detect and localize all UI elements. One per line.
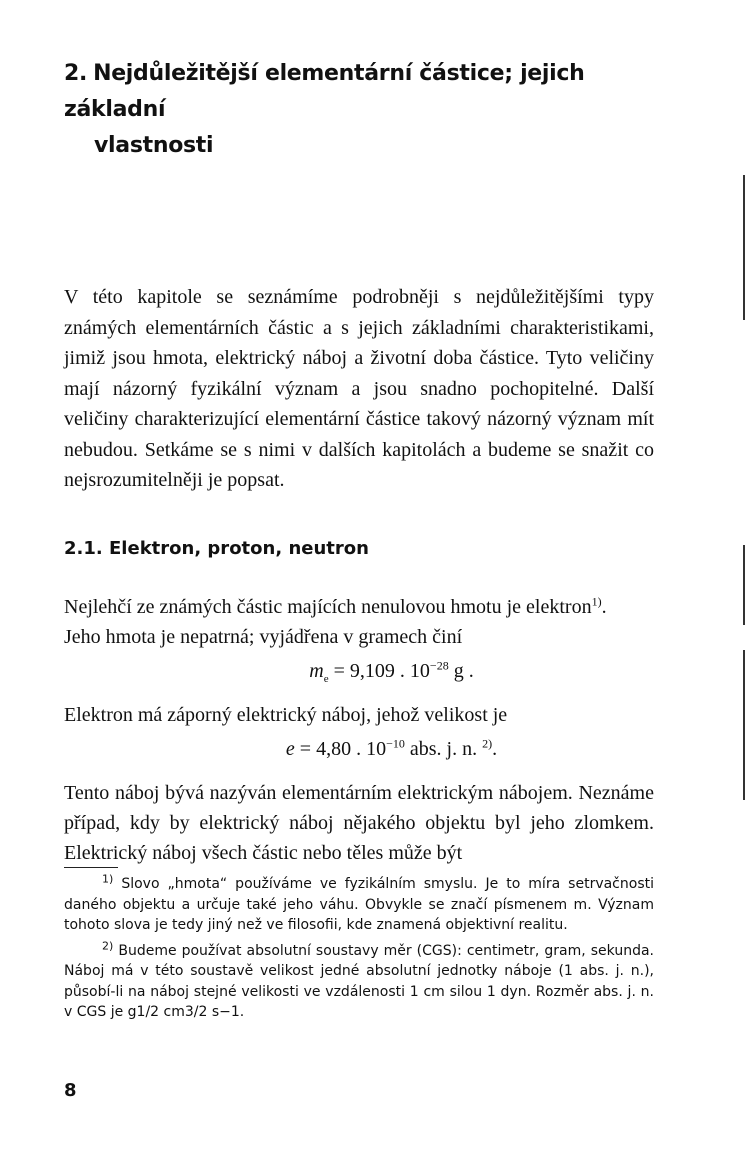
section-number: 2.1.	[64, 538, 103, 559]
footnote-ref: 1)	[591, 594, 602, 609]
footnotes	[64, 874, 654, 1028]
footnote-text: Slovo „hmota“ používáme ve fyzikálním smyslu. Je to míra setrvačnosti daného objektu a určuje také jeho váhu. Obvykle se značí písmenem m. Význam tohoto slova je tedy jiný než ve filosofii, kde znamená objektivní realitu.	[64, 876, 654, 933]
paragraph-text-line2: Jeho hmota je nepatrná; vyjádřena v gramech činí	[64, 626, 463, 648]
footnote-text: Budeme používat absolutní soustavy měr (CGS): centimetr, gram, sekunda. Náboj má v této soustavě velikost jedné absolutní jednotky náboje (1 abs. j. n.), působí-li na náboj stejné velikosti ve vzdálenosti 1 cm silou 1 dyn. Rozměr abs. j. n. v CGS je g1/2 cm3/2 s−1.	[64, 942, 654, 1020]
paragraph-text: Nejlehčí ze známých částic majících nenulovou hmotu je elektron	[64, 596, 592, 618]
footnote-1	[64, 874, 654, 936]
section-title: Elektron, proton, neutron	[109, 538, 369, 559]
eq-unit: g .	[453, 660, 474, 682]
eq-relation: = 4,80 . 10	[299, 738, 387, 760]
equation-electron-charge	[0, 738, 753, 761]
page-edge-shadow	[743, 545, 745, 625]
paragraph-elementary-charge: Tento náboj bývá nazýván elementárním elektrickým nábojem. Neznáme případ, kdy by elektrický náboj nějakého objektu byl jeho zlomkem. Elektrický náboj všech částic nebo těles může být	[64, 782, 654, 864]
eq-lhs: m	[309, 660, 324, 682]
chapter-number: 2.	[64, 61, 88, 86]
page-edge-shadow	[743, 175, 745, 320]
footnote-mark: 2)	[102, 938, 114, 952]
chapter-heading	[64, 56, 684, 164]
paragraph-electron	[64, 592, 654, 652]
chapter-title-line1: Nejdůležitější elementární částice; jejich základní	[64, 61, 585, 122]
eq-end: .	[492, 738, 498, 760]
paragraph-end: .	[601, 596, 607, 618]
footnote-ref: 2)	[482, 736, 493, 751]
page-number: 8	[64, 1080, 77, 1101]
section-heading	[64, 538, 369, 559]
intro-paragraph: V této kapitole se seznámíme podrobněji s nejdůležitějšími typy známých elementárních částic a s jejich základními charakteristikami, jimiž jsou hmota, elektrický náboj a životní doba částice. Tyto veličiny mají názorný fyzikální význam a jsou snadno pochopitelné. Další veličiny charakterizující elementární částice takový názorný význam mít nebudou. Setkáme se s nimi v dalších kapitolách a budeme se snažit co nejsrozumitelněji je popsat.	[64, 286, 654, 491]
eq-exponent: −10	[386, 736, 405, 751]
eq-relation: = 9,109 . 10	[333, 660, 430, 682]
chapter-title-line2: vlastnosti	[94, 133, 214, 158]
paragraph-charge: Elektron má záporný elektrický náboj, jehož velikost je	[64, 704, 508, 726]
footnote-2	[64, 938, 654, 1023]
eq-subscript: e	[323, 673, 329, 685]
eq-lhs: e	[285, 738, 295, 760]
eq-exponent: −28	[429, 658, 449, 673]
footnote-mark: 1)	[102, 872, 114, 886]
page-edge-shadow	[743, 650, 745, 800]
footnote-divider	[64, 867, 118, 868]
equation-electron-mass	[0, 660, 753, 683]
eq-unit: abs. j. n.	[409, 738, 478, 760]
